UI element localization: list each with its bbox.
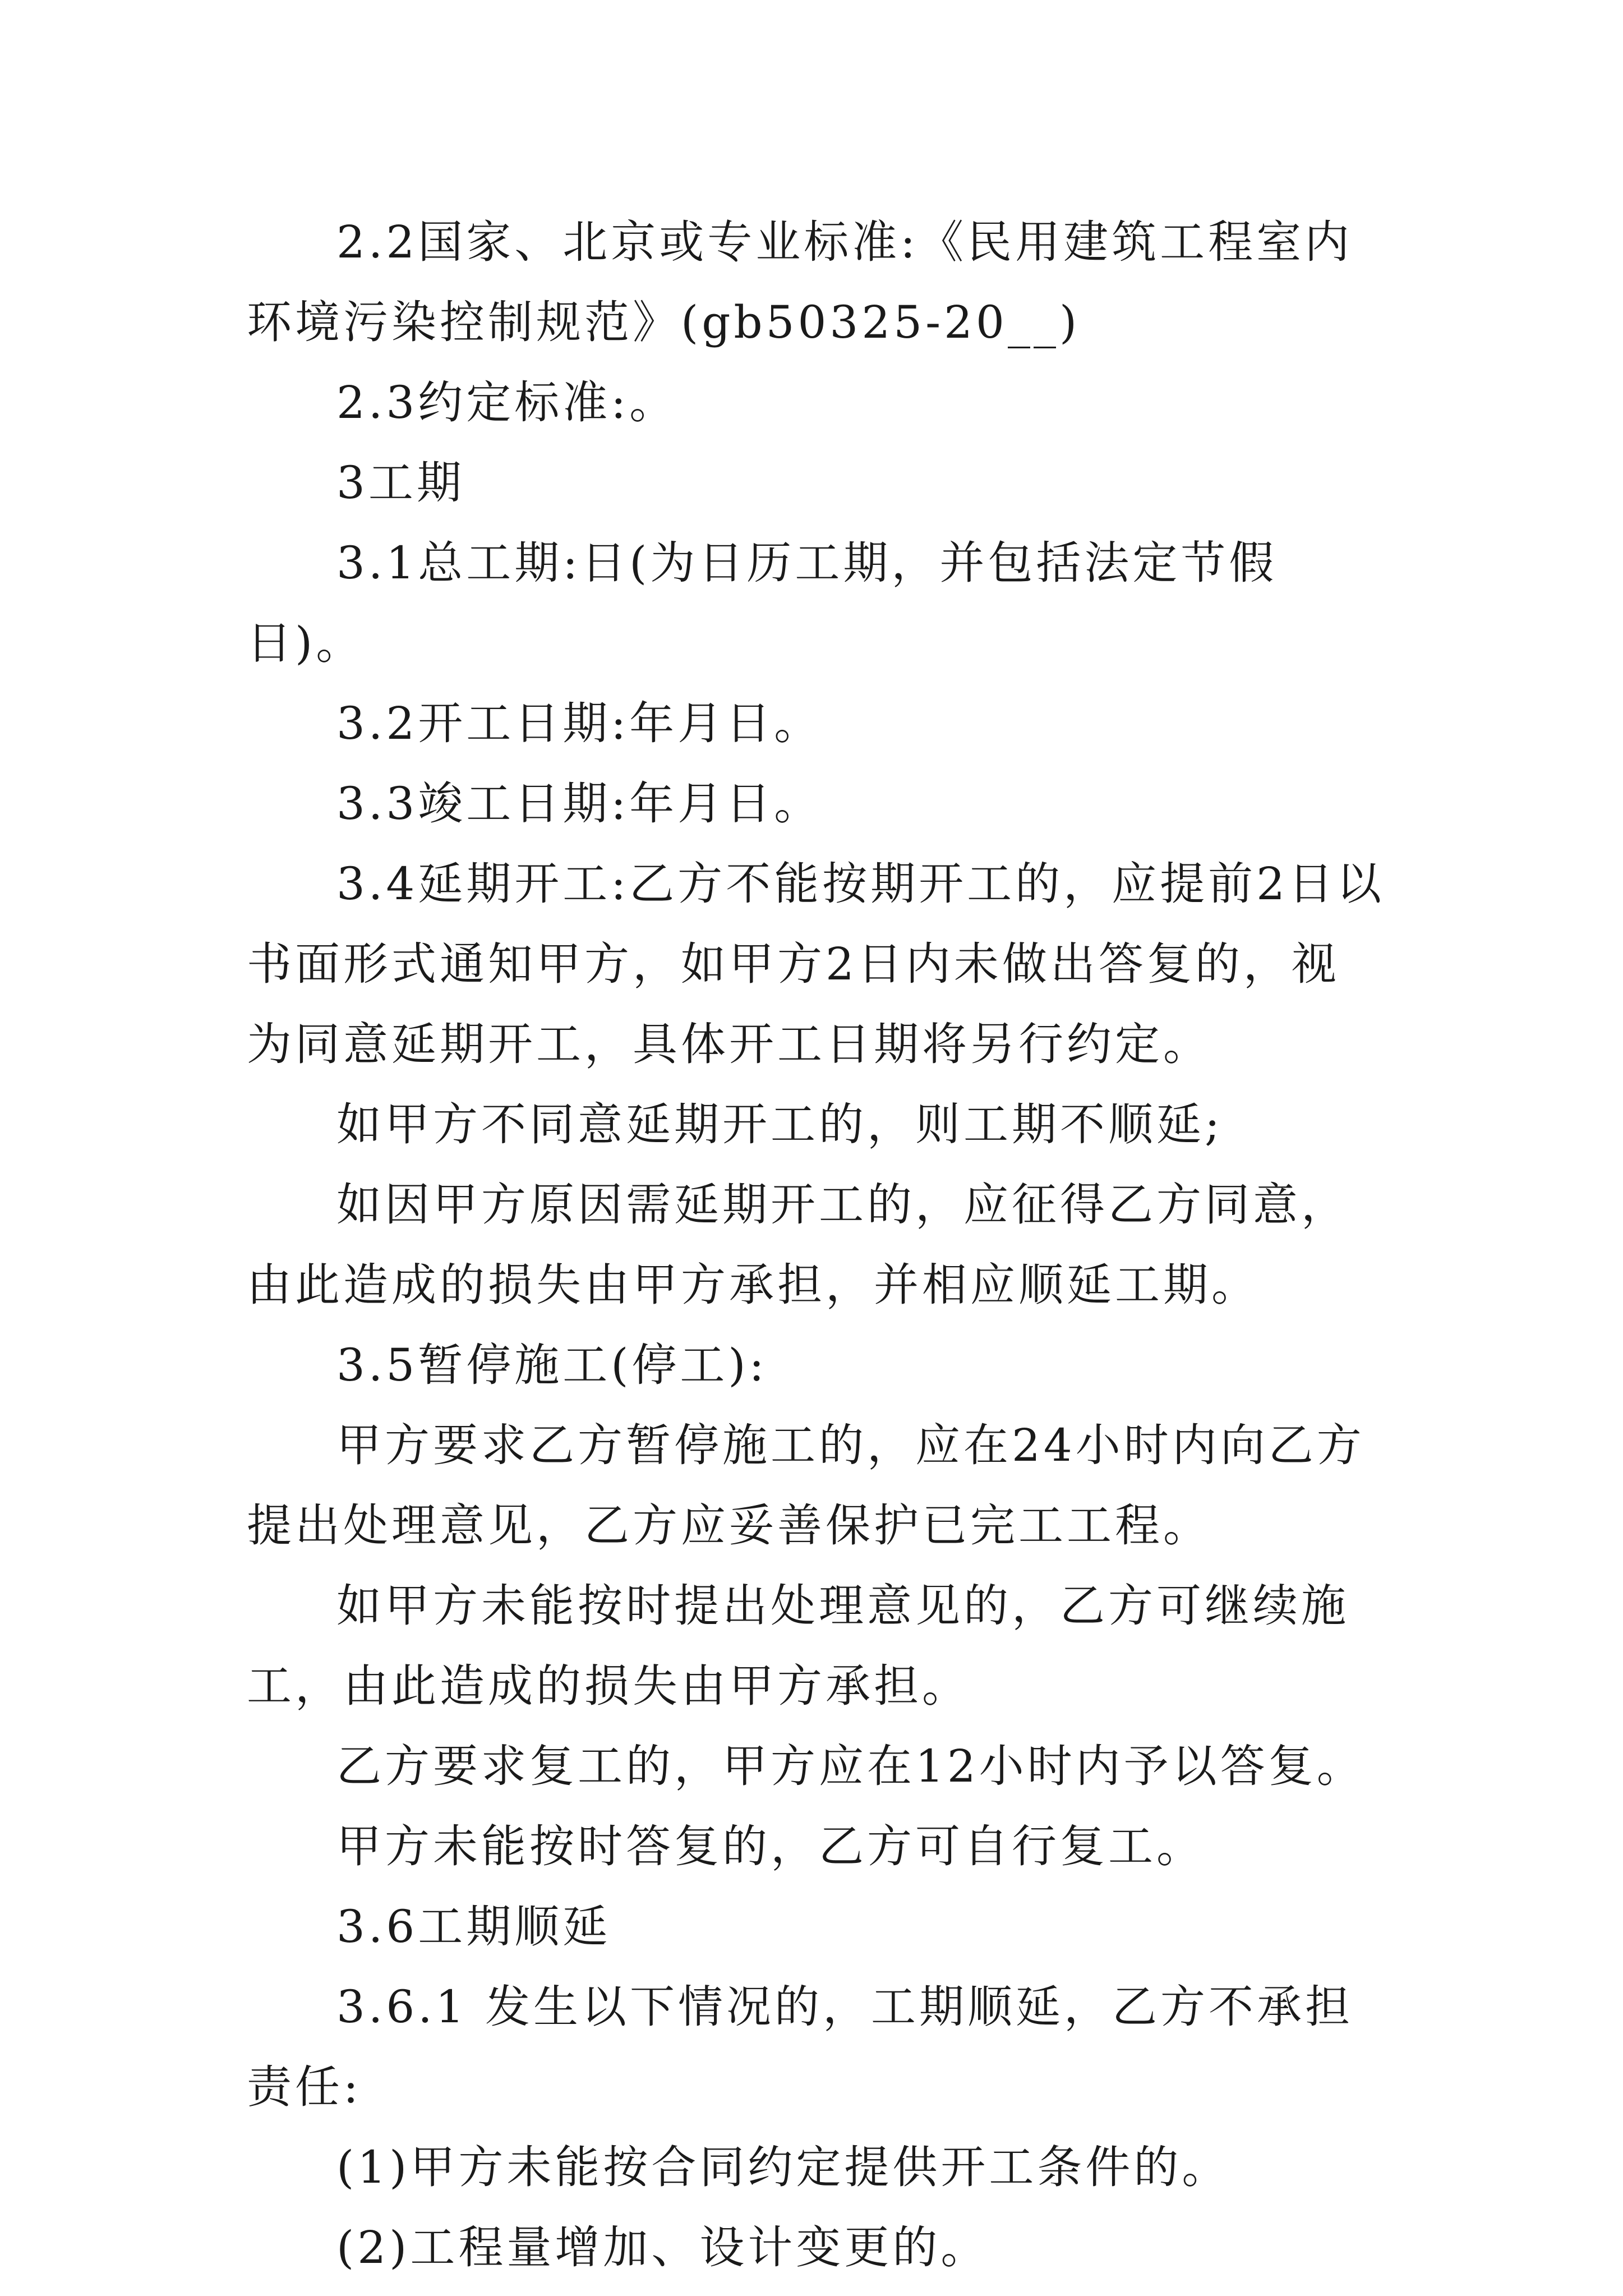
paragraph-3-6: 3.6工期顺延: [336, 1901, 611, 1953]
document-body: [247, 202, 1385, 2288]
paragraph-3-6-1: 3.6.1 发生以下情况的，工期顺延，乙方不承担责任:: [247, 1981, 1353, 2113]
paragraph-3-4-no-extension: 如甲方不同意延期开工的，则工期不顺延;: [336, 1098, 1223, 1151]
paragraph-3-5-suspension-request: 甲方要求乙方暂停施工的，应在24小时内向乙方提出处理意见，乙方应妥善保护已完工工程。: [247, 1419, 1365, 1552]
paragraph-3-4: 3.4延期开工:乙方不能按期开工的，应提前2日以书面形式通知甲方，如甲方2日内未做出答复的，视为同意延期开工，具体开工日期将另行约定。: [247, 858, 1385, 1070]
list-item-1: (1)甲方未能按合同约定提供开工条件的。: [336, 2141, 1230, 2193]
paragraph-3-5: 3.5暂停施工(停工):: [336, 1339, 768, 1391]
paragraph-3-2: 3.2开工日期:年月日。: [336, 697, 823, 749]
paragraph-3-5-self-resume: 甲方未能按时答复的，乙方可自行复工。: [336, 1820, 1205, 1872]
paragraph-3-5-continue-work: 如甲方未能按时提出处理意见的，乙方可继续施工，由此造成的损失由甲方承担。: [247, 1580, 1349, 1712]
section-heading-3: 3工期: [336, 457, 465, 509]
paragraph-3-3: 3.3竣工日期:年月日。: [336, 777, 823, 830]
paragraph-3-5-resume-request: 乙方要求复工的，甲方应在12小时内予以答复。: [336, 1740, 1365, 1792]
paragraph-2-3: 2.3约定标准:。: [336, 376, 678, 429]
paragraph-3-1: 3.1总工期:日(为日历工期，并包括法定节假日)。: [247, 537, 1278, 669]
list-item-2: (2)工程量增加、设计变更的。: [336, 2221, 989, 2274]
paragraph-2-2: 2.2国家、北京或专业标准:《民用建筑工程室内环境污染控制规范》(gb50325-20__): [247, 216, 1353, 348]
paragraph-3-4-party-a-delay: 如因甲方原因需延期开工的，应征得乙方同意，由此造成的损失由甲方承担，并相应顺延工期。: [247, 1179, 1349, 1311]
